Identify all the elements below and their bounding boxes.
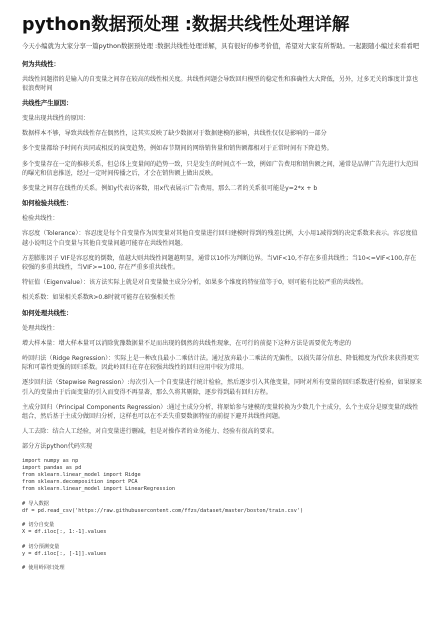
- paragraph-vif: 方差膨胀因子 VIF是容忍度的倒数，值越大则共线性问题越明显，通常以10作为判断边界。当VIF<10,不存在多重共线性；当10<=VIF<100,存在较强的多重共线性，当VIF>=100, 存在严重多重共线性。: [22, 254, 417, 272]
- code-group-load-data: [22, 501, 422, 515]
- paragraph-cause-2: 多个变量都给予时间有共同或相反的演变趋势，例如春节期间的网络销售量和销售额都相对于正常时间有下降趋势。: [22, 145, 333, 153]
- code-line: import pandas as pd: [22, 464, 82, 471]
- paragraph-cause-1: 数据样本不够，导致共线性存在偶然性，这其实反映了缺少数据对于数据建模的影响，共线性仅仅是影响的一部分: [22, 130, 327, 138]
- code-line: # 导入数据: [22, 500, 49, 507]
- heading-handling: 如何处理共线性：: [22, 309, 73, 317]
- intro-paragraph: 今天小编就为大家分享一篇python数据预处理 :数据共线性处理详解，具有很好的参考价值，希望对大家有所帮助。一起跟随小编过来看看吧: [22, 42, 420, 50]
- code-group-split-x: [22, 522, 422, 536]
- paragraph-what-is-collinearity: 共线性问题指的是输入的自变量之间存在较高的线性相关度。共线性问题会导致回归模型的稳定性和准确性大大降低，另外，过多无关的维度计算也很浪费时间: [22, 75, 419, 92]
- paragraph-detection-intro: 检验共线性：: [22, 215, 59, 223]
- heading-causes: 共线性产生原因：: [22, 100, 73, 107]
- paragraph-code-intro: 部分方法python代码实现: [22, 443, 93, 451]
- code-group-ridge: [22, 565, 422, 572]
- paragraph-correlation: 相关系数：如果相关系数R>0.8时就可能存在较强相关性: [22, 294, 176, 302]
- paragraph-increase-sample: 增大样本量：增大样本量可以消除犹豫数据量不足而出现的偶然的共线性现象，在可行的前提下这种方法是需要优先考虑的: [22, 339, 352, 347]
- paragraph-ridge: 岭回归法（Ridge Regression）：实际上是一种改良最小二乘估计法。通过放弃最小二乘法的无偏性，以损失部分信息、降低精度为代价来获得更实际和可靠性更强的回归系数。因此岭回归在存在较强共线性的回归应用中较为常用。: [22, 355, 419, 372]
- code-line: # 切分自变量: [22, 522, 55, 529]
- code-group-split-y: [22, 544, 422, 558]
- paragraph-stepwise: 逐步回归法（Stepwise Regression）:每次引入一个自变量进行统计检验，然后逐步引入其他变量，同时对所有变量的回归系数进行检验，如果原来引入的变量由于后面变量的引入而变得不再显著，那么久将其剔除，逐步得到最有回归方程。: [22, 379, 422, 396]
- code-line: from sklearn.linear_model import Ridge: [22, 472, 141, 479]
- code-line: # 切分预测变量: [22, 543, 60, 550]
- code-line: X = df.iloc[:, 1:-1].values: [22, 529, 107, 536]
- paragraph-causes-intro: 变量出现共线性的原因：: [22, 115, 90, 122]
- heading-what-is-collinearity: 何为共线性：: [22, 60, 60, 68]
- code-line: # 使用岭回归处理: [22, 564, 65, 571]
- code-block: [22, 458, 422, 572]
- paragraph-tolerance: 容忍度（Tolerance）：容忍度是每个自变量作为因变量对其他自变量进行回归建模时得到的残差比例，大小用1减得到的决定系数来表示。容忍度值越小说明这个自变量与其他自变量间越可能存在共线性问题。: [22, 230, 418, 247]
- paragraph-cause-3: 多个变量存在一定的推移关系，但总体上变量间的趋势一致，只是发生的时间点不一致，例如广告费用和销售额之间，通常是品牌广告先进行大范围的曝光和信息推送，经过一定时间传播之后，才会在销售额上做出反映。: [22, 160, 419, 177]
- paragraph-manual: 人工去除：结合人工经验，对自变量进行删减，但是对操作者的业务能力、经验有很高的要求。: [22, 428, 278, 436]
- code-line: from sklearn.decomposition import PCA: [22, 479, 138, 486]
- paragraph-cause-4: 多变量之间存在线性的关系。例如y代表访客数，用x代表展示广告费用，那么二者的关系很可能是y=2*x + b: [22, 185, 318, 193]
- code-line: y = df.iloc[:, [-1]].values: [22, 550, 107, 557]
- heading-detection: 如何检验共线性：: [22, 200, 73, 208]
- code-line: df = pd.read_csv('https://raw.githubusercontent.com/ffzs/dataset/master/boston/train.csv'): [22, 507, 304, 514]
- page-title: python数据预处理 :数据共线性处理详解: [22, 15, 350, 35]
- code-line: from sklearn.linear_model import LinearRegression: [22, 486, 176, 493]
- paragraph-handling-intro: 处理共线性：: [22, 324, 59, 332]
- code-line: import numpy as np: [22, 457, 79, 464]
- paragraph-pcr: 主成分回归（Principal Components Regression）:通过主成分分析，将原始参与建模的变量转换为少数几个主成分，么个主成分是原变量的线性组合，然后基于主成分做回归分析，这样也可以在不丢失重要数据特征的前提下避开共线性问题。: [22, 403, 419, 421]
- code-group-imports: [22, 458, 422, 494]
- paragraph-eigenvalue: 特征值（Eigenvalue）：该方法实际上就是对自变量做主成分分析，如果多个维度的特征值等于0，则可能有比较严重的共线性。: [22, 279, 368, 287]
